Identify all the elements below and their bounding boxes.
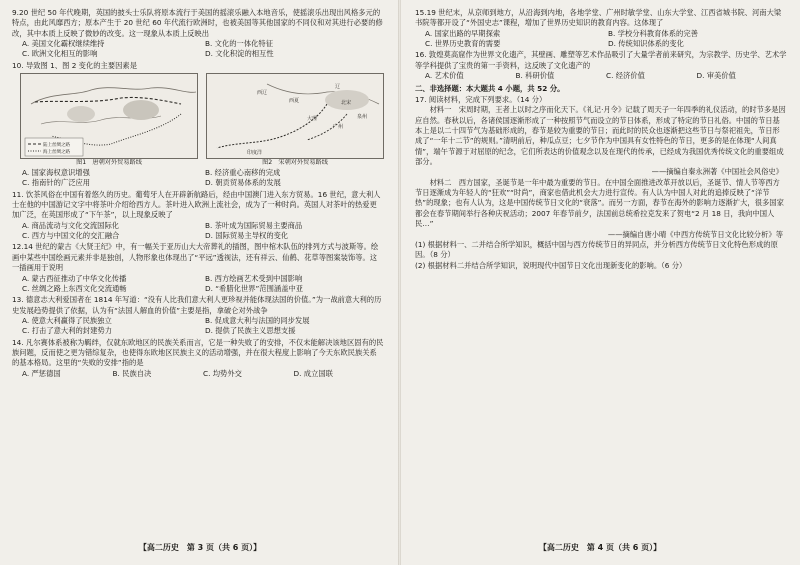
question-17 (415, 95, 787, 271)
question-10 (12, 61, 384, 189)
q11-option-c: C. 西方与中国文化的交汇融合 (22, 231, 120, 241)
question-12 (12, 242, 384, 294)
question-15-stem: 15.19 世纪末，从京师到地方，从沿海到内地，各地学堂、广州时敏学堂、山东大学堂、江西省城书院、河南大梁书院等都开设了“外国史志”课程，增加了世界历史知识的教育内容。这体现了 (415, 8, 782, 28)
q9-option-a: A. 美国文化霸权继续维持 (22, 39, 105, 49)
map2-label-liao: 辽 (335, 84, 341, 91)
q16-option-a: A. 艺术价值 (425, 71, 464, 81)
question-12-options (12, 274, 384, 295)
q10-option-c: C. 指南针的广泛应用 (22, 178, 91, 188)
q12-option-d: D. “希腊化世界”范围涵盖中亚 (205, 283, 304, 293)
q15-option-a: A. 国家出路的早期探索 (425, 28, 501, 38)
question-13-stem: 13. 德意志大利爱国者在 1814 年写道：“没有人比我们意大利人更珍视并能体现法国的价值。”为一战前意大利的历史发展趋势提供了依据，认为有“法国人解血的价值”主要是指，拿破仑对外战争 (12, 295, 382, 315)
map2-label-guangzhou: 广州 (333, 124, 344, 131)
q17-material-1-source: ——摘编自秦永洲著《中国社会风俗史》 (651, 167, 783, 177)
map1-legend-sea: 海上丝绸之路 (43, 150, 70, 156)
question-11 (12, 190, 384, 242)
q17-material-1: 材料一 宋周时期，王者上以时之序而化天下。《礼记·月令》记载了周天子一年四季的礼仪活动，的时节多是因应自然。春秋以后，各诸侯国逐渐形成了一种按照节气而设立的节日体系，形成了特定的节日礼俗。中国的节日基本上是以二十四节气为基础形成的，春节是较为重要的节日；而此时的民众也逐渐把这些节日与祭祀祖先，节日形成了“一年十二节”的规则。”清明前后，种瓜点豆；七夕节作为中国具有女性特色的节日，更多的是在体现“人间真情”，端午节源于对屈原的纪念，它们所表达的价值观念以及在现代的传承，已经成为我国优秀传统文化的重要组成部分。 (415, 105, 786, 167)
q14-option-a: A. 严惩德国 (22, 368, 61, 378)
question-14-options (12, 369, 384, 379)
page-3-footer: 【高二历史 第 3 页（共 6 页）】 (138, 542, 262, 552)
map-tang-svg (21, 74, 198, 158)
q9-option-d: D. 文化积淀的相互性 (205, 49, 274, 59)
q10-option-a: A. 国家海权意识增强 (22, 167, 90, 177)
map-song-trade-routes (206, 73, 384, 159)
q11-option-d: D. 国际贸易主导权的变化 (205, 231, 289, 241)
q13-option-a: A. 使意大利赢得了民族独立 (22, 315, 112, 325)
map2-label-quanzhou: 泉州 (357, 114, 368, 121)
q13-option-b: B. 促成意大利与法国的同步发展 (205, 315, 310, 325)
question-9-stem: 9.20 世纪 50 年代晚期，英国的披头士乐队将原本流行于美国的摇滚乐融入本地音乐，使摇滚乐出现出风格多元的特点，由此风靡西方；原本产生于 20 世纪 60 年代流行欧洲时，也被美国等其他国家的不同仪和对其进行必要的修改，其中本质上反映了微妙的改变。这一现象从本质上反映出 (12, 8, 383, 38)
q10-maps (20, 73, 384, 159)
question-9 (12, 8, 384, 60)
map2-label-dali: 大理 (307, 116, 318, 123)
question-17-stem: 17. 阅读材料，完成下列要求。（14 分） (415, 94, 547, 104)
page-3-column (12, 8, 384, 380)
q9-option-b: B. 文化的一体化特征 (205, 39, 274, 49)
question-11-stem: 11. 饮茶风俗在中国有着悠久的历史。葡萄牙人在开辟新航路后，经由中国澳门进入东方贸易。16 世纪，意大利人士在他的中国游记文字中将茶叶介绍给西方人。茶叶进入欧洲上流社会，成为了一种时尚。英国人对茶叶的热爱更加广泛，在英国形成了“下午茶”，以上现象反映了 (12, 189, 381, 220)
q17-subquestion-2: (2) 根据材料二并结合所学知识，说明现代中国节日文化出现新变化的影响。（6 分） (415, 260, 687, 270)
q16-option-c: C. 经济价值 (606, 71, 645, 81)
question-10-stem: 10. 导致图 1、图 2 变化的主要因素是 (12, 60, 138, 70)
map2-label-indian-ocean: 印度洋 (247, 150, 263, 157)
map2-caption: 图2 宋朝对外贸易路线 (262, 159, 328, 167)
question-16-stem: 16. 敦煌莫高窟作为世界文化遗产，其壁画、雕塑等艺术作品吸引了大量学者前来研究，为宗教学、历史学、艺术学等学科提供了宝贵的第一手资料，这反映了文化遗产的 (415, 50, 787, 70)
map1-caption: 图1 唐朝对外贸易路线 (76, 159, 142, 167)
section-2-heading: 二、非选择题：本大题共 4 小题，共 52 分。 (415, 83, 565, 93)
question-10-options (12, 168, 384, 189)
page-4-footer: 【高二历史 第 4 页（共 6 页）】 (538, 542, 662, 552)
question-13-options (12, 316, 384, 337)
map2-label-beisong: 北宋 (341, 100, 352, 107)
q12-option-c: C. 丝绸之路上东西文化交流通畅 (22, 283, 127, 293)
q17-material-2: 材料二 西方国家，圣诞节是一年中最为重要的节日。在中国全面推进改革开放以后，圣诞节、情人节等西方节日逐渐成为年轻人的“狂欢”“时尚”，商家也借此机会大力进行宣传。有人认为中国人对此的追捧反映了“洋节热”的现象；也有人认为，这是中国传统节日文化的“衰落”。而另一方面，春节在海外的影响力逐渐扩大，很多国家都会在春节期间举行各种庆祝活动；2007 年春节前夕，法国前总统希拉克发来了贺电“2 月 18 日，我向中国人民…” (415, 177, 784, 229)
q15-option-b: B. 学校分科教育体系的完善 (608, 28, 698, 38)
map-tang-trade-routes (20, 73, 198, 159)
question-14-stem: 14. 凡尔赛体系被称为羁绊，仅就东欧地区的民族关系而言，它是一种失败了的安排，不仅未能解决该地区固有的民族问题，反而使之更为错综复杂，也使得东欧地区民族主义的活动增强，并在很大程度上影响了今天东欧民族关系的基本格局。这里的“失败的安排”指的是 (12, 337, 384, 368)
q17-subquestion-1: (1) 根据材料一、二并结合所学知识，概括中国与西方传统节日的异同点，并分析西方传统节日文化特色形成的原因。（8 分） (415, 239, 778, 260)
q17-material-2-source: ——摘编自唐小晴《中西方传统节日文化比较分析》等 (607, 229, 783, 239)
q10-option-b: B. 经济重心南移的完成 (205, 167, 281, 177)
map-song-svg (207, 74, 384, 158)
question-12-stem: 12.14 世纪的蒙古《大贤王纪》中，有一幅关于亚历山大大帝葬礼的插图，图中棺木队伍的排列方式与波斯等。绘画中某些中国绘画元素并非是独创，人物形象也体现出了“平远”透视法，还有祥云、仙鹤、花草等图案装饰等。这一插画用于说明 (12, 242, 379, 273)
q13-option-c: C. 打击了意大利的封建势力 (22, 326, 112, 336)
map2-label-xixia: 西夏 (289, 98, 300, 105)
q16-option-d: D. 审美价值 (696, 71, 736, 81)
q12-option-b: B. 西方绘画艺术受到中国影响 (205, 273, 303, 283)
question-9-options (12, 39, 384, 60)
page-4 (400, 0, 800, 565)
question-13 (12, 295, 384, 336)
q11-option-b: B. 茶叶成为国际贸易主要商品 (205, 220, 303, 230)
question-11-options (12, 221, 384, 242)
question-15-options (415, 29, 787, 50)
map1-legend-land: 陆上丝绸之路 (43, 143, 70, 149)
page-4-column (415, 8, 787, 272)
q14-option-d: D. 成立国联 (293, 368, 333, 378)
q10-map-captions (20, 159, 384, 168)
question-14 (12, 338, 384, 379)
q11-option-a: A. 商品流动与文化交流国际化 (22, 220, 120, 230)
q10-option-d: D. 朝贡贸易体系的发展 (205, 178, 281, 188)
q13-option-d: D. 提供了民族主义思想支援 (205, 326, 296, 336)
question-16 (415, 50, 787, 81)
q15-option-d: D. 传统知识体系的变化 (608, 39, 684, 49)
q12-option-a: A. 蒙古西征推动了中华文化传播 (22, 273, 127, 283)
q14-option-c: C. 均势外交 (203, 368, 242, 378)
map2-label-xiliao: 西辽 (257, 90, 268, 97)
question-16-options (415, 71, 787, 81)
q16-option-b: B. 科研价值 (515, 71, 555, 81)
q15-option-c: C. 世界历史教育的需要 (425, 39, 501, 49)
q9-option-c: C. 欧洲文化相互的影响 (22, 49, 98, 59)
q14-option-b: B. 民族自决 (112, 368, 152, 378)
question-15 (415, 8, 787, 49)
